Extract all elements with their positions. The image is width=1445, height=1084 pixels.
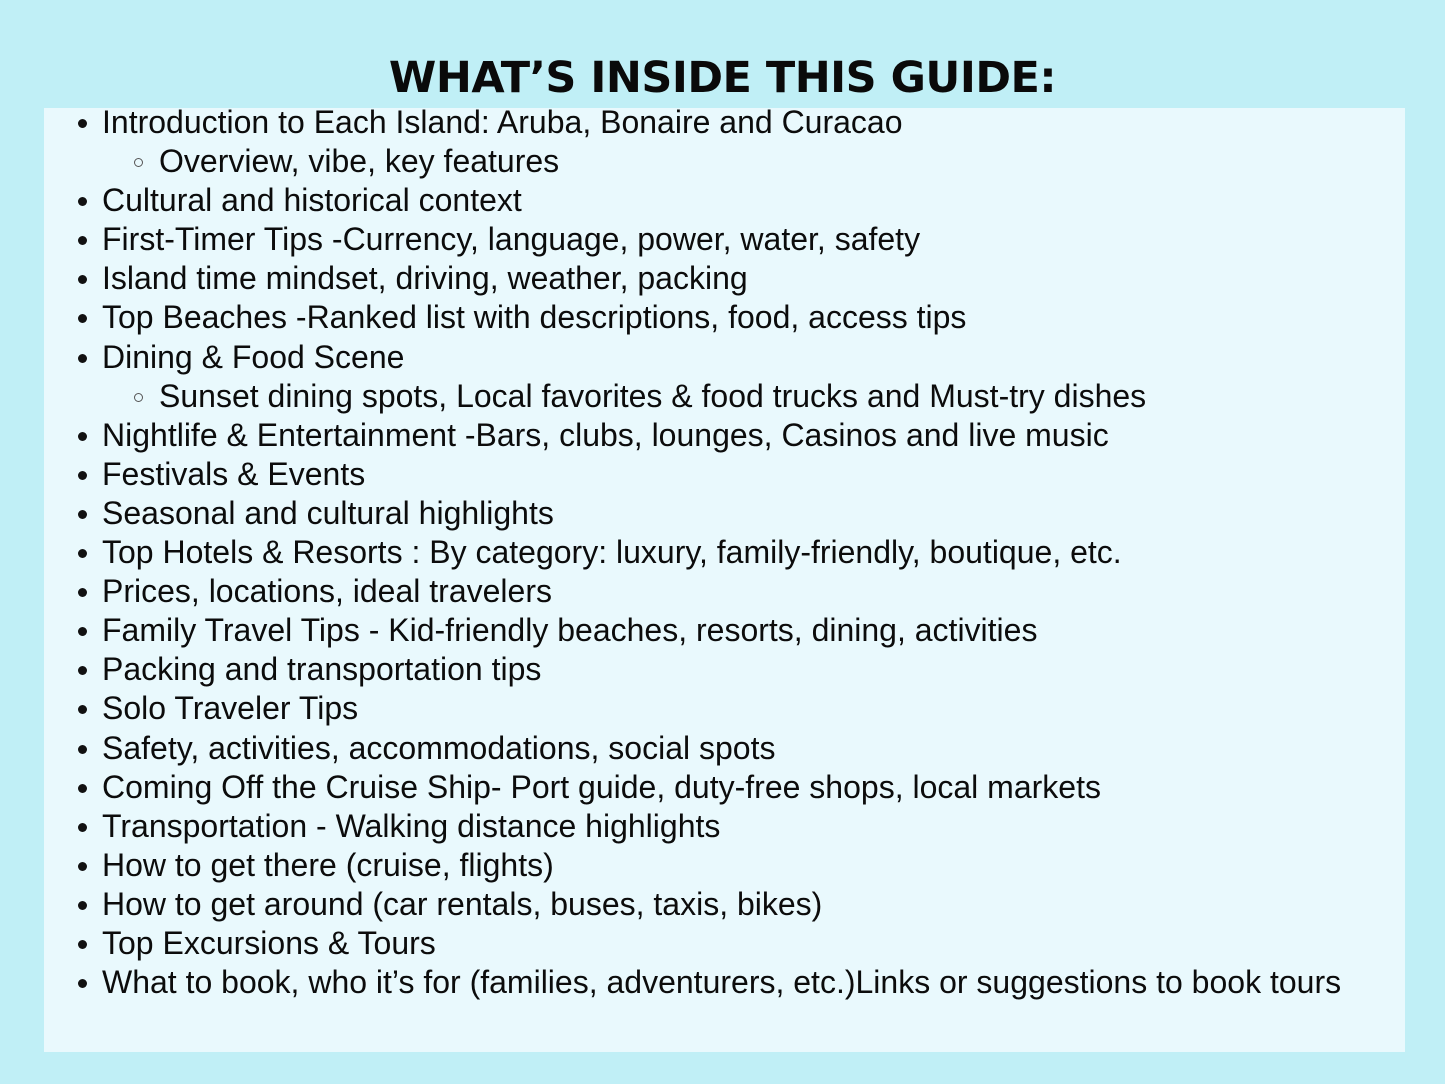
bullet-icon (78, 862, 87, 871)
list-item (58, 729, 1398, 768)
bullet-icon (78, 940, 87, 949)
hollow-bullet-icon (134, 158, 143, 167)
guide-contents-list (58, 103, 1398, 1002)
list-item (58, 494, 1398, 533)
list-item (58, 259, 1398, 298)
bullet-icon (78, 745, 87, 754)
list-item-text: First-Timer Tips -Currency, language, power, water, safety (102, 221, 921, 258)
bullet-icon (78, 314, 87, 323)
list-item (58, 885, 1398, 924)
list-item (58, 455, 1398, 494)
bullet-icon (78, 666, 87, 675)
list-item-text: What to book, who it’s for (families, adventurers, etc.)Links or suggestions to book tours (102, 964, 1342, 1001)
list-item-text: Transportation - Walking distance highlights (102, 807, 721, 844)
list-item (58, 768, 1398, 807)
list-item (58, 533, 1398, 572)
bullet-icon (78, 627, 87, 636)
list-item (58, 572, 1398, 611)
list-item (58, 338, 1398, 377)
bullet-icon (78, 901, 87, 910)
bullet-icon (78, 784, 87, 793)
list-item-text: How to get around (car rentals, buses, taxis, bikes) (102, 885, 823, 922)
bullet-icon (78, 471, 87, 480)
list-item-text: Packing and transportation tips (102, 651, 542, 688)
list-item (58, 924, 1398, 963)
bullet-icon (78, 197, 87, 206)
list-item-text: Top Excursions & Tours (102, 924, 436, 961)
bullet-icon (78, 549, 87, 558)
list-item (58, 298, 1398, 337)
list-item-text: Dining & Food Scene (102, 338, 405, 375)
list-item (58, 611, 1398, 650)
sub-list-item (58, 377, 1398, 416)
bullet-icon (78, 119, 87, 128)
list-item-text: Introduction to Each Island: Aruba, Bonaire and Curacao (102, 104, 903, 140)
page-title: WHAT’S INSIDE THIS GUIDE: (388, 52, 1057, 103)
list-item (58, 846, 1398, 885)
list-item (58, 181, 1398, 220)
list-item-text: Sunset dining spots, Local favorites & food trucks and Must-try dishes (159, 377, 1147, 414)
list-item (58, 103, 1398, 142)
bullet-icon (78, 432, 87, 441)
list-item (58, 416, 1398, 455)
list-item (58, 807, 1398, 846)
list-item-text: Family Travel Tips - Kid-friendly beaches, resorts, dining, activities (102, 612, 1038, 649)
sub-list-item (58, 142, 1398, 181)
list-item-text: Coming Off the Cruise Ship- Port guide, duty-free shops, local markets (102, 768, 1101, 805)
list-item (58, 689, 1398, 728)
bullet-icon (78, 236, 87, 245)
list-item-text: Seasonal and cultural highlights (102, 494, 554, 531)
bullet-icon (78, 823, 87, 832)
hollow-bullet-icon (134, 393, 143, 402)
list-item-text: How to get there (cruise, flights) (102, 846, 554, 883)
list-item-text: Top Hotels & Resorts : By category: luxury, family-friendly, boutique, etc. (102, 534, 1122, 571)
list-item-text: Solo Traveler Tips (102, 690, 359, 727)
bullet-icon (78, 510, 87, 519)
bullet-icon (78, 354, 87, 363)
list-item-text: Top Beaches -Ranked list with descriptions, food, access tips (102, 299, 967, 336)
list-item-text: Cultural and historical context (102, 182, 522, 219)
bullet-icon (78, 275, 87, 284)
list-item-text: Prices, locations, ideal travelers (102, 573, 552, 610)
list-item (58, 963, 1398, 1002)
list-item-text: Nightlife & Entertainment -Bars, clubs, lounges, Casinos and live music (102, 416, 1109, 453)
list-item (58, 650, 1398, 689)
bullet-icon (78, 588, 87, 597)
list-item-text: Overview, vibe, key features (159, 143, 560, 180)
bullet-icon (78, 979, 87, 988)
list-item-text: Festivals & Events (102, 455, 366, 492)
list-item (58, 220, 1398, 259)
list-item-text: Safety, activities, accommodations, social spots (102, 729, 776, 766)
bullet-icon (78, 705, 87, 714)
list-item-text: Island time mindset, driving, weather, packing (102, 260, 748, 297)
